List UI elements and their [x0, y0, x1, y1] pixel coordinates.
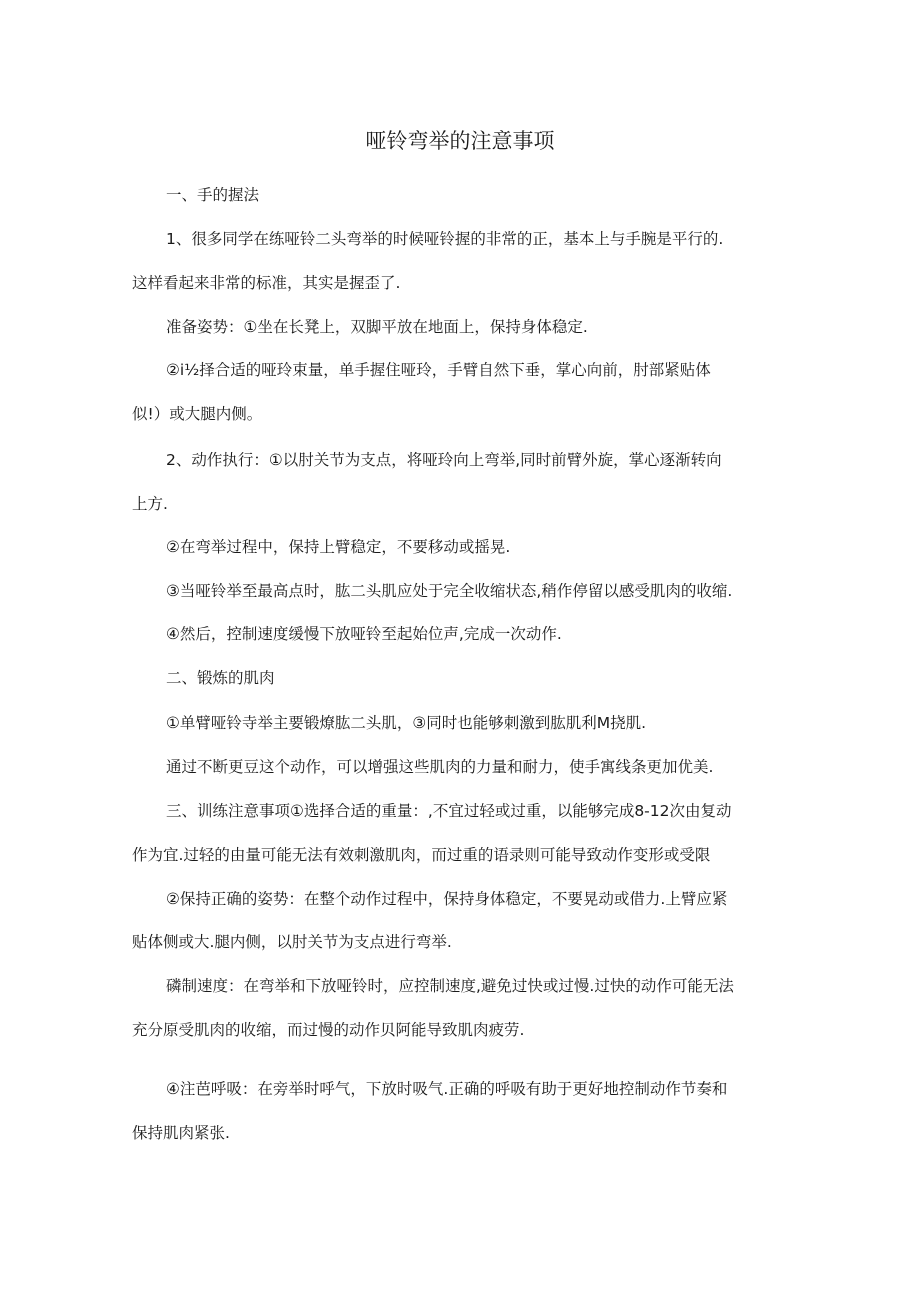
paragraph-line: 贴体侧或大.腿内侧，以肘关节为支点进行弯举. [132, 933, 452, 951]
paragraph-line: ①单臂哑铃寺举主要锻燎肱二头肌，③同时也能够刺激到肱肌利M挠肌. [166, 714, 647, 732]
paragraph-line: 上方. [132, 495, 168, 513]
paragraph-line: 通过不断更豆这个动作，可以增强这些肌肉的力量和耐力，使手寓线条更加优美. [166, 758, 714, 776]
paragraph-line: 这样看起来非常的标准，其实是握歪了. [132, 274, 401, 292]
paragraph-line: ②保持正确的姿势：在整个动作过程中，保持身体稳定，不要晃动或借力.上臂应紧 [166, 890, 728, 908]
paragraph-line: ④然后，控制速度缓慢下放哑铃至起始位声,完成一次动作. [166, 625, 562, 643]
paragraph-line: 似!）或大腿内侧。 [132, 405, 263, 423]
paragraph-line: 准备姿势：①坐在长凳上，双脚平放在地面上，保持身体稳定. [166, 318, 588, 336]
paragraph-line: 作为宜.过轻的由量可能无法有效刺激肌肉，而过重的语录则可能导致动作变形或受限 [132, 846, 711, 864]
paragraph-line: 充分原受肌肉的收缩，而过慢的动作贝阿能导致肌肉疲劳. [132, 1021, 525, 1039]
document-title: 哑铃弯举的注意事项 [365, 129, 555, 153]
paragraph-line: ③当哑铃举至最高点时，肱二头肌应处于完全收缩状态,稍作停留以感受肌肉的收缩. [166, 582, 733, 600]
section-heading-muscles: 二、锻炼的肌肉 [166, 669, 275, 687]
section-heading-grip: 一、手的握法 [166, 186, 260, 204]
paragraph-line: ②在弯举过程中，保持上臂稳定，不要移动或摇晃. [166, 538, 511, 556]
paragraph-line: 磷制速度：在弯举和下放哑铃时，应控制速度,避免过快或过慢.过快的动作可能无法 [166, 977, 734, 995]
paragraph-line: 保持肌肉紧张. [132, 1124, 230, 1142]
paragraph-line: 1、很多同学在练哑铃二头弯举的时候哑铃握的非常的正，基本上与手腕是平行的. [166, 230, 724, 248]
paragraph-line: ②i½择合适的哑玲束量，单手握住哑玲，手臂自然下垂，掌心向前，肘部紧贴体 [166, 361, 711, 379]
section-heading-training: 三、训练注意事项①选择合适的重量：,不宜过轻或过重，以能够完成8-12次由复动 [166, 802, 732, 820]
paragraph-line: 2、动作执行：①以肘关节为支点，将哑玲向上弯举,同时前臂外旋，掌心逐渐转向 [166, 451, 722, 469]
paragraph-line: ④注芭呼吸：在旁举时呼气，下放时吸气.正确的呼吸有助于更好地控制动作节奏和 [166, 1080, 728, 1098]
